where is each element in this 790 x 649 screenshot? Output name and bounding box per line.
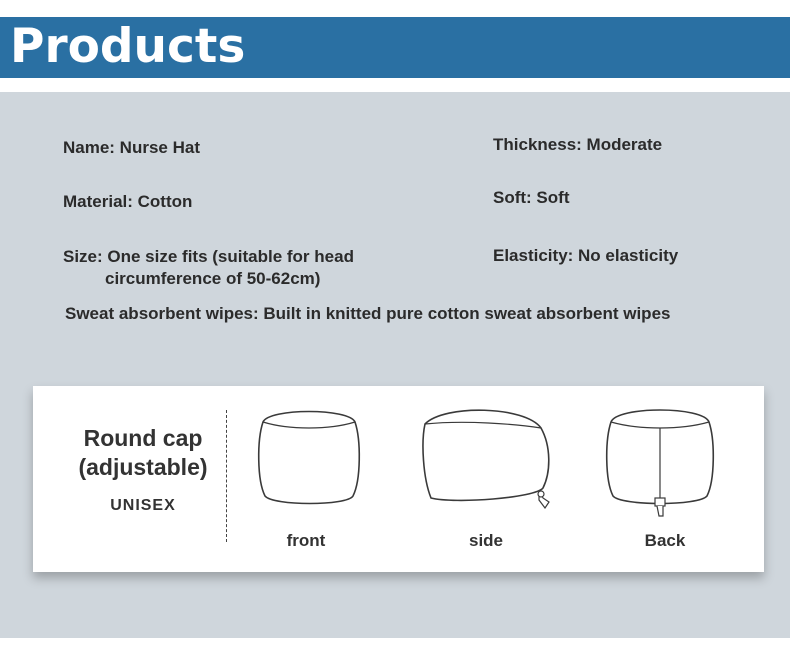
cap-type-title-line1: Round cap: [83, 425, 203, 451]
spec-name: Name: Nurse Hat: [63, 138, 200, 157]
spec-thickness: Thickness: Moderate: [493, 135, 663, 154]
view-label-front: front: [286, 531, 326, 550]
cap-side-sketch-icon: [415, 398, 555, 516]
cap-back-sketch-icon: [599, 398, 723, 522]
view-label-back: Back: [644, 531, 686, 550]
unisex-label: UNISEX: [110, 497, 176, 514]
dashed-divider: [226, 410, 227, 542]
spec-size-line2: circumference of 50-62cm): [105, 269, 321, 288]
cap-type-title-line2: (adjustable): [78, 454, 208, 480]
spec-sweat-wipes: Sweat absorbent wipes: Built in knitted pure cotton sweat absorbent wipes: [65, 304, 671, 323]
spec-elasticity: Elasticity: No elasticity: [493, 246, 679, 265]
cap-front-sketch-icon: [249, 400, 369, 512]
header-bar: [0, 17, 790, 78]
page-title: Products: [10, 19, 246, 74]
spec-material: Material: Cotton: [63, 192, 193, 211]
cap-type-title: [53, 424, 233, 482]
spec-size: [63, 246, 354, 290]
spec-soft: Soft: Soft: [493, 188, 570, 207]
view-label-side: side: [468, 531, 504, 550]
cap-views-card: [33, 386, 764, 572]
spec-size-line1: Size: One size fits (suitable for head: [63, 247, 354, 266]
